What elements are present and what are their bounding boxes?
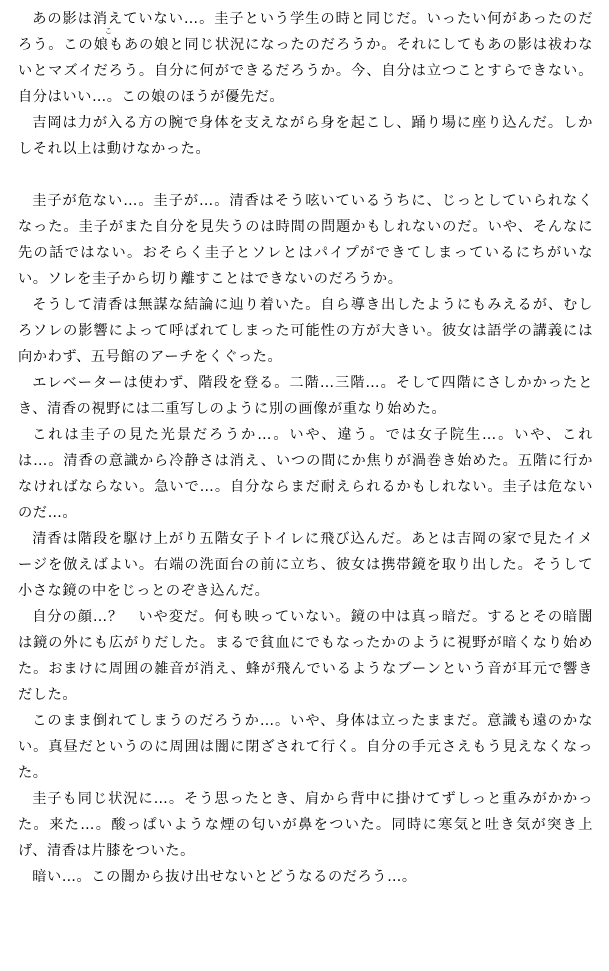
section-break bbox=[18, 162, 593, 188]
paragraph-1 bbox=[18, 6, 593, 110]
ruby-annotation bbox=[93, 27, 112, 53]
paragraph-6: これは圭子の見た光景だろうか…。いや、違う。では女子院生…。いや、これは…。清香の意識から冷静さは消え、いつの間にか焦りが渦巻き始めた。五階に行かなければならない。急いで…。自分ならまだ耐えられるかもしれない。圭子は危ないのだ…。 bbox=[18, 427, 593, 521]
paragraph-9: このまま倒れてしまうのだろうか…。いや、身体は立ったままだ。意識も遠のかない。真昼だというのに周囲は闇に閉ざされて行く。自分の手元さえもう見えなくなった。 bbox=[18, 713, 593, 781]
ruby-text: こ bbox=[104, 27, 112, 35]
paragraph-10: 圭子も同じ状況に…。そう思ったとき、肩から背中に掛けてずしっと重みがかかった。来た…。酸っぱいような煙の匂いが鼻をついた。同時に寒気と吐き気が突き上げ、清香は片膝をついた。 bbox=[18, 791, 593, 859]
paragraph-2: 吉岡は力が入る方の腕で身体を支えながら身を起こし、踊り場に座り込んだ。しかしそれ以上は動けなかった。 bbox=[18, 115, 593, 157]
paragraph-11: 暗い…。この闇から抜け出せないとどうなるのだろう…。 bbox=[32, 869, 417, 885]
paragraph-3: 圭子が危ない…。圭子が…。清香はそう呟いているうちに、じっとしていられなくなった。圭子がまた自分を見失うのは時間の問題かもしれないのだ。いや、そんなに先の話ではない。おそらく圭子とソレとはパイプができてしまっているにちがいない。ソレを圭子から切り離すことはできないのだろうか。 bbox=[18, 193, 593, 287]
paragraph-1-text-a: あの影は消えていない…。圭子という学生の時と同じだ。いったい何があったのだろう。この bbox=[18, 11, 593, 53]
ruby-base: 娘 bbox=[93, 37, 109, 53]
paragraph-4: そうして清香は無謀な結論に辿り着いた。自ら導き出したようにもみえるが、むしろソレの影響によって呼ばれてしまった可能性の方が大きい。彼女は語学の講義には向かわず、五号館のアーチをくぐった。 bbox=[18, 297, 593, 365]
paragraph-1-text-b: もあの娘と同じ状況になったのだろうか。それにしてもあの影は祓わないとマズイだろう。自分に何ができるだろうか。今、自分は立つことすらできない。自分はいい…。この娘のほうが優先だ。 bbox=[18, 37, 593, 105]
paragraph-8: 自分の顔…？ いや変だ。何も映っていない。鏡の中は真っ暗だ。するとその暗闇は鏡の外にも広がりだした。まるで貧血にでもなったかのように視野が暗くなり始めた。おまけに周囲の雑音が消え、蜂が飛んでいるようなブーンという音が耳元で響きだした。 bbox=[18, 609, 593, 703]
paragraph-7: 清香は階段を駆け上がり五階女子トイレに飛び込んだ。あとは吉岡の家で見たイメージを倣えばよい。右端の洗面台の前に立ち、彼女は携帯鏡を取り出した。そうして小さな鏡の中をじっとのぞき込んだ。 bbox=[18, 531, 593, 599]
paragraph-5: エレベーターは使わず、階段を登る。二階…三階…。そして四階にさしかかったとき、清香の視野には二重写しのように別の画像が重なり始めた。 bbox=[18, 375, 593, 417]
